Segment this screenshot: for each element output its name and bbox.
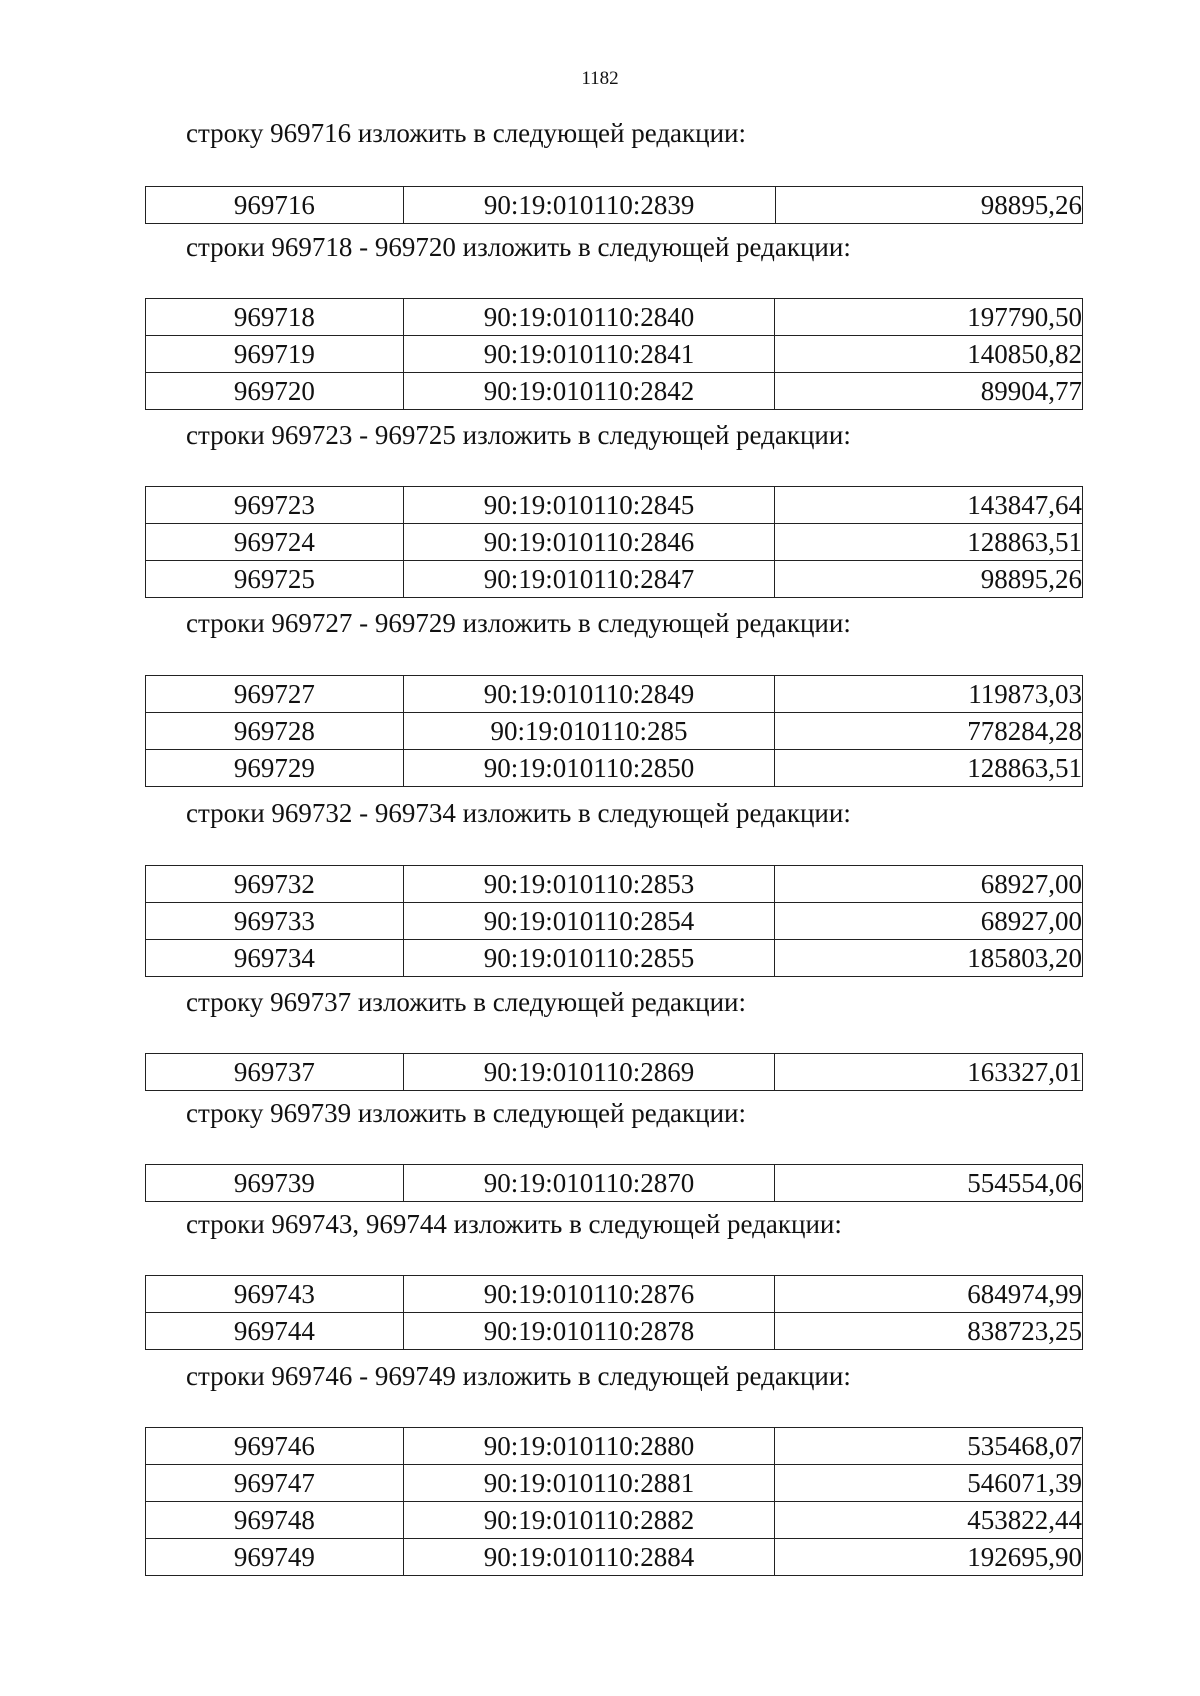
cadastral-number-cell: 90:19:010110:2840 [403,299,775,336]
value-cell: 192695,90 [775,1539,1083,1576]
value-cell: 128863,51 [775,750,1083,787]
table-row [146,373,1083,410]
cadastral-number-cell: 90:19:010110:2846 [403,524,775,561]
table-row [146,903,1083,940]
row-number-cell: 969720 [146,373,404,410]
cadastral-number-cell: 90:19:010110:2882 [403,1502,775,1539]
row-number-cell: 969719 [146,336,404,373]
row-number-cell: 969729 [146,750,404,787]
rows-table [145,675,1083,787]
table-row [146,187,1083,224]
row-number-cell: 969744 [146,1313,404,1350]
row-number-cell: 969747 [146,1465,404,1502]
cadastral-number-cell: 90:19:010110:2839 [403,187,775,224]
rows-table [145,1053,1083,1091]
row-number-cell: 969739 [146,1165,404,1202]
value-cell: 197790,50 [775,299,1083,336]
cadastral-number-cell: 90:19:010110:2878 [403,1313,775,1350]
value-cell: 535468,07 [775,1428,1083,1465]
cadastral-number-cell: 90:19:010110:285 [403,713,775,750]
table-row [146,561,1083,598]
row-number-cell: 969737 [146,1054,404,1091]
cadastral-number-cell: 90:19:010110:2876 [403,1276,775,1313]
row-number-cell: 969716 [146,187,404,224]
value-cell: 98895,26 [775,561,1083,598]
table-row [146,676,1083,713]
cadastral-number-cell: 90:19:010110:2854 [403,903,775,940]
row-number-cell: 969723 [146,487,404,524]
value-cell: 68927,00 [775,866,1083,903]
page-number: 1182 [581,68,619,89]
value-cell: 778284,28 [775,713,1083,750]
rows-table [145,1427,1083,1576]
cadastral-number-cell: 90:19:010110:2841 [403,336,775,373]
value-cell: 119873,03 [775,676,1083,713]
row-number-cell: 969728 [146,713,404,750]
row-number-cell: 969734 [146,940,404,977]
cadastral-number-cell: 90:19:010110:2855 [403,940,775,977]
rows-table [145,865,1083,977]
value-cell: 546071,39 [775,1465,1083,1502]
rows-table [145,1164,1083,1202]
cadastral-number-cell: 90:19:010110:2842 [403,373,775,410]
section-heading: строки 969718 - 969720 изложить в следующей редакции: [186,232,851,262]
table-row [146,1165,1083,1202]
cadastral-number-cell: 90:19:010110:2849 [403,676,775,713]
table-row [146,866,1083,903]
rows-table [145,486,1083,598]
table-row [146,1313,1083,1350]
value-cell: 554554,06 [775,1165,1083,1202]
value-cell: 185803,20 [775,940,1083,977]
row-number-cell: 969727 [146,676,404,713]
value-cell: 143847,64 [775,487,1083,524]
value-cell: 453822,44 [775,1502,1083,1539]
table-row [146,1054,1083,1091]
table-row [146,487,1083,524]
row-number-cell: 969746 [146,1428,404,1465]
cadastral-number-cell: 90:19:010110:2853 [403,866,775,903]
section-heading: строку 969716 изложить в следующей редакции: [186,118,747,148]
table-row [146,1539,1083,1576]
table-row [146,750,1083,787]
value-cell: 838723,25 [775,1313,1083,1350]
value-cell: 89904,77 [775,373,1083,410]
cadastral-number-cell: 90:19:010110:2880 [403,1428,775,1465]
rows-table [145,1275,1083,1350]
table-row [146,336,1083,373]
rows-table [145,298,1083,410]
section-heading: строки 969746 - 969749 изложить в следующей редакции: [186,1361,851,1391]
value-cell: 128863,51 [775,524,1083,561]
section-heading: строку 969739 изложить в следующей редакции: [186,1098,747,1128]
cadastral-number-cell: 90:19:010110:2845 [403,487,775,524]
table-row [146,940,1083,977]
section-heading: строки 969727 - 969729 изложить в следующей редакции: [186,608,851,638]
row-number-cell: 969733 [146,903,404,940]
row-number-cell: 969743 [146,1276,404,1313]
table-row [146,299,1083,336]
row-number-cell: 969749 [146,1539,404,1576]
table-row [146,1502,1083,1539]
cadastral-number-cell: 90:19:010110:2869 [403,1054,775,1091]
table-row [146,1428,1083,1465]
table-row [146,524,1083,561]
cadastral-number-cell: 90:19:010110:2850 [403,750,775,787]
cadastral-number-cell: 90:19:010110:2884 [403,1539,775,1576]
value-cell: 98895,26 [775,187,1083,224]
section-heading: строки 969723 - 969725 изложить в следующей редакции: [186,420,851,450]
value-cell: 163327,01 [775,1054,1083,1091]
table-row [146,713,1083,750]
table-row [146,1465,1083,1502]
section-heading: строки 969732 - 969734 изложить в следующей редакции: [186,798,851,828]
cadastral-number-cell: 90:19:010110:2847 [403,561,775,598]
cadastral-number-cell: 90:19:010110:2881 [403,1465,775,1502]
value-cell: 684974,99 [775,1276,1083,1313]
cadastral-number-cell: 90:19:010110:2870 [403,1165,775,1202]
row-number-cell: 969718 [146,299,404,336]
value-cell: 68927,00 [775,903,1083,940]
rows-table [145,186,1083,224]
table-row [146,1276,1083,1313]
value-cell: 140850,82 [775,336,1083,373]
row-number-cell: 969732 [146,866,404,903]
section-heading: строку 969737 изложить в следующей редакции: [186,987,747,1017]
row-number-cell: 969748 [146,1502,404,1539]
row-number-cell: 969725 [146,561,404,598]
section-heading: строки 969743, 969744 изложить в следующей редакции: [186,1209,842,1239]
row-number-cell: 969724 [146,524,404,561]
